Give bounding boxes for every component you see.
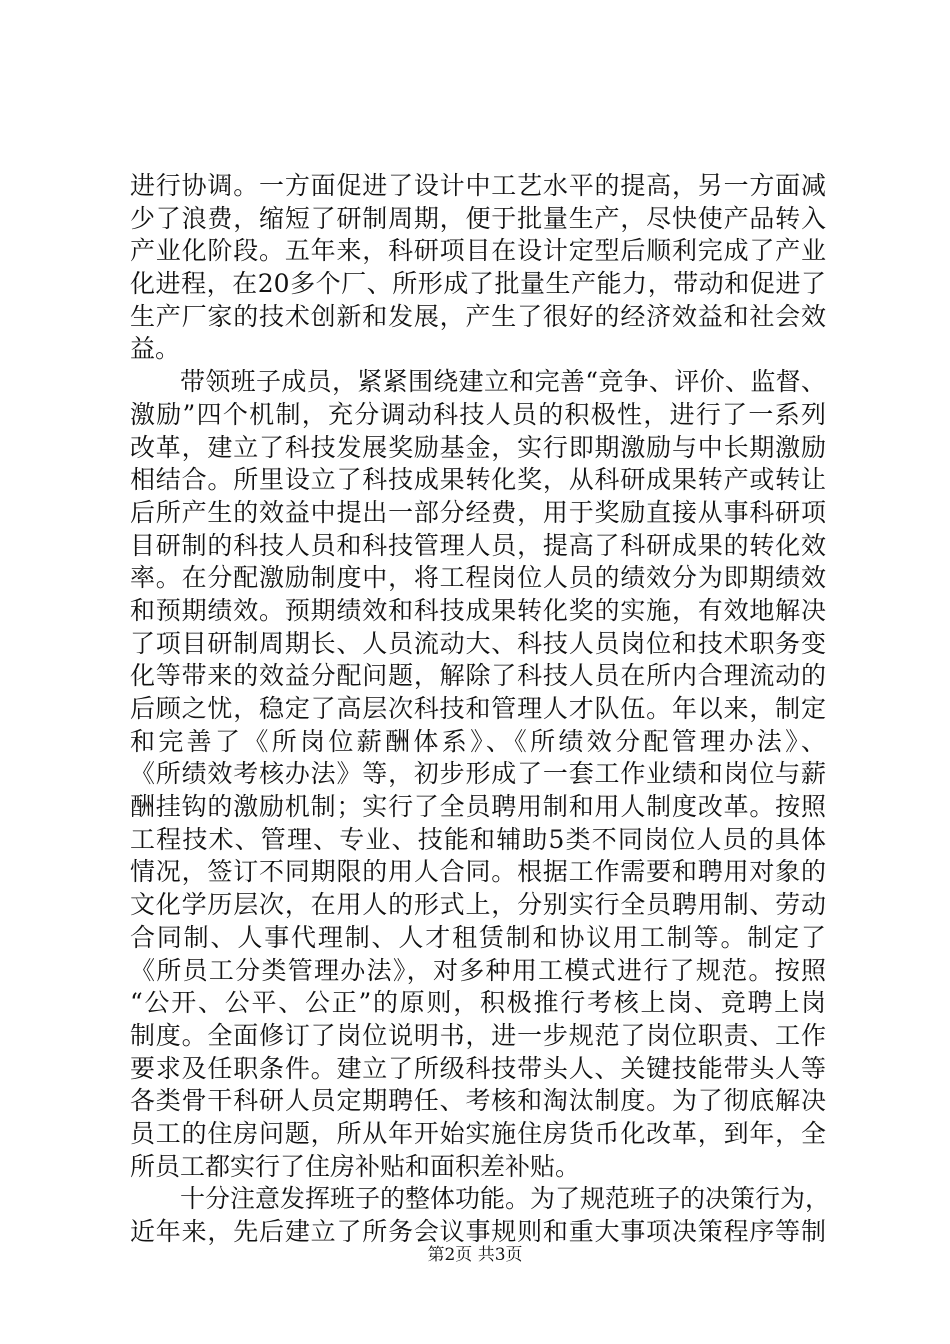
text-line: 和预期绩效。预期绩效和科技成果转化奖的实施，有效地解决	[130, 595, 826, 625]
text-line: 产业化阶段。五年来，科研项目在设计定型后顺利完成了产业	[130, 236, 826, 266]
text-line: 少了浪费，缩短了研制周期，便于批量生产，尽快使产品转入	[130, 203, 826, 233]
text-line: 带领班子成员，紧紧围绕建立和完善“竞争、评价、监督、	[180, 367, 826, 397]
text-line: 《所员工分类管理办法》，对多种用工模式进行了规范。按照	[130, 955, 826, 985]
text-line: 《所绩效考核办法》等，初步形成了一套工作业绩和岗位与薪	[130, 759, 826, 789]
paragraph	[130, 1183, 831, 1248]
text-line: 文化学历层次，在用人的形式上，分别实行全员聘用制、劳动	[130, 890, 826, 920]
text-line: 改革，建立了科技发展奖励基金，实行即期激励与中长期激励	[130, 432, 826, 462]
paragraph	[130, 170, 826, 366]
text-line: 制度。全面修订了岗位说明书，进一步规范了岗位职责、工作	[130, 1020, 826, 1050]
text-line: 激励”四个机制，充分调动科技人员的积极性，进行了一系列	[130, 399, 826, 429]
text-line: 相结合。所里设立了科技成果转化奖，从科研成果转产或转让	[130, 465, 826, 495]
text-line: 员工的住房问题，所从年开始实施住房货币化改革，到年，全	[130, 1118, 826, 1148]
text-line: 后顾之忧，稳定了高层次科技和管理人才队伍。年以来，制定	[130, 694, 826, 723]
text-line: 十分注意发挥班子的整体功能。为了规范班子的决策行为，	[180, 1184, 831, 1214]
text-line: 酬挂钩的激励机制；实行了全员聘用制和用人制度改革。按照	[130, 792, 826, 822]
text-line: 目研制的科技人员和科技管理人员，提高了科研成果的转化效	[130, 530, 826, 560]
text-line: 要求及任职条件。建立了所级科技带头人、关键技能带头人等	[130, 1053, 826, 1083]
text-line: 近年来，先后建立了所务会议事规则和重大事项决策程序等制	[130, 1217, 826, 1246]
text-line: 后所产生的效益中提出一部分经费，用于奖励直接从事科研项	[130, 497, 826, 527]
text-line: 进行协调。一方面促进了设计中工艺水平的提高，另一方面减	[130, 171, 826, 200]
text-line: 了项目研制周期长、人员流动大、科技人员岗位和技术职务变	[130, 628, 826, 658]
text-line: 生产厂家的技术创新和发展，产生了很好的经济效益和社会效	[130, 301, 826, 331]
text-line: 化等带来的效益分配问题，解除了科技人员在所内合理流动的	[130, 661, 826, 691]
body-text	[130, 170, 831, 1249]
text-line: “公开、公平、公正”的原则，积极推行考核上岗、竞聘上岗	[130, 988, 826, 1018]
text-line: 率。在分配激励制度中，将工程岗位人员的绩效分为即期绩效	[130, 563, 826, 593]
page-footer: 第2页 共3页	[427, 1245, 523, 1265]
text-line: 益。	[130, 334, 181, 364]
text-line: 各类骨干科研人员定期聘任、考核和淘汰制度。为了彻底解决	[130, 1086, 826, 1116]
text-line: 所员工都实行了住房补贴和面积差补贴。	[130, 1151, 581, 1181]
text-line: 化进程，在20多个厂、所形成了批量生产能力，带动和促进了	[130, 269, 826, 299]
text-line: 合同制、人事代理制、人才租赁制和协议用工制等。制定了	[130, 922, 826, 952]
text-line: 工程技术、管理、专业、技能和辅助5类不同岗位人员的具体	[130, 824, 826, 854]
text-line: 情况，签订不同期限的用人合同。根据工作需要和聘用对象的	[130, 857, 826, 887]
text-line: 和完善了《所岗位薪酬体系》、《所绩效分配管理办法》、	[130, 726, 826, 756]
paragraph	[130, 366, 826, 1183]
